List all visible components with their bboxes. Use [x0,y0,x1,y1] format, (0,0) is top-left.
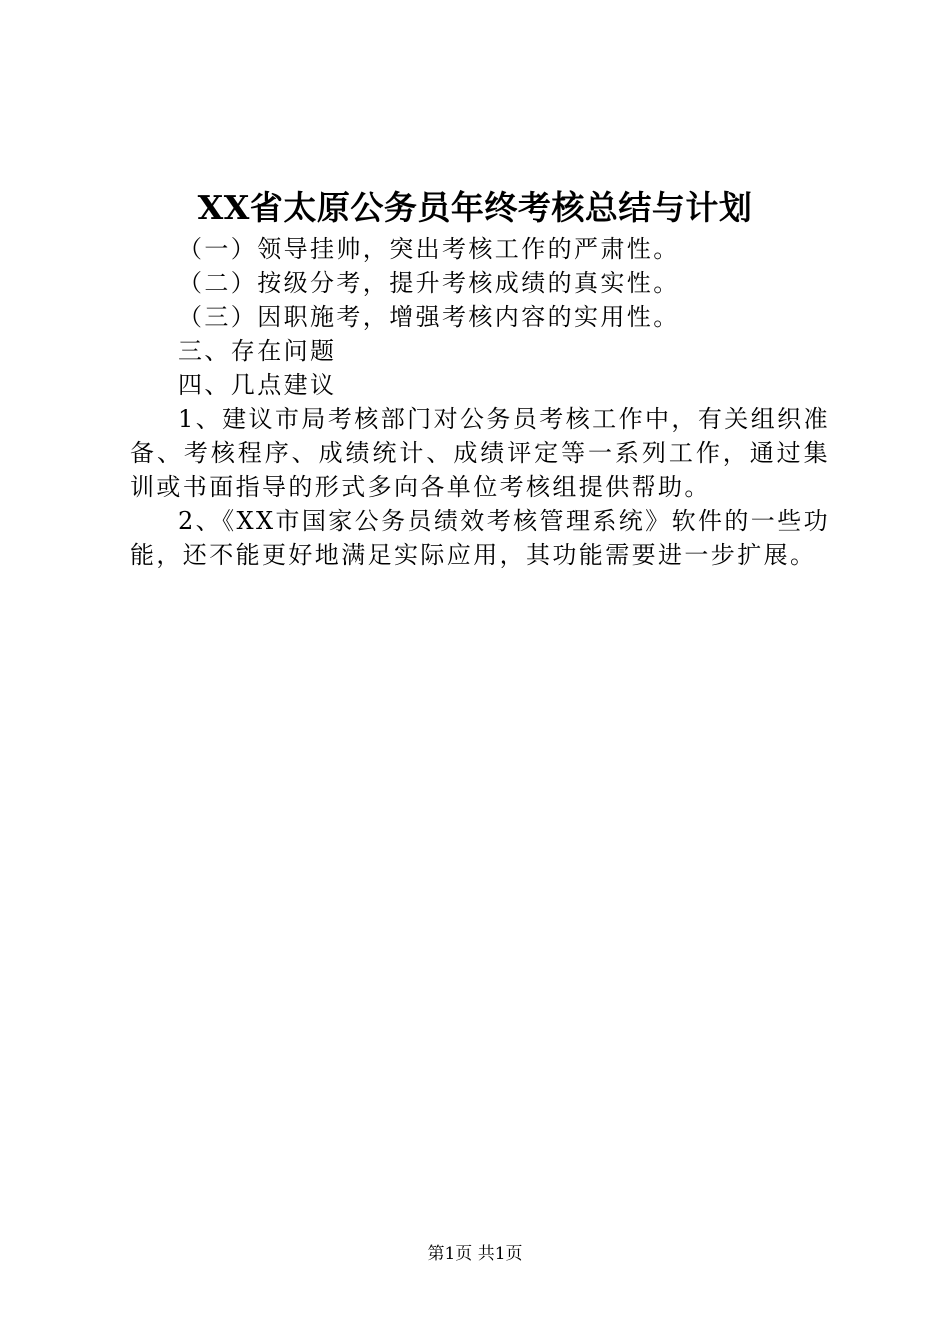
section-item-2: （二）按级分考，提升考核成绩的真实性。 [178,269,680,297]
suggestion-paragraph-1: 1、建议市局考核部门对公务员考核工作中，有关组织准备、考核程序、成绩统计、成绩评定等一系列工作，通过集训或书面指导的形式多向各单位考核组提供帮助。 [130,405,830,501]
document-body [130,232,830,572]
document-title: XX省太原公务员年终考核总结与计划 [197,188,753,227]
suggestion-paragraph-2: 2、《XX市国家公务员绩效考核管理系统》软件的一些功能，还不能更好地满足实际应用，其功能需要进一步扩展。 [130,507,830,569]
section-heading-problems: 三、存在问题 [178,337,337,365]
page-footer: 第1页 共1页 [427,1244,523,1264]
section-item-3: （三）因职施考，增强考核内容的实用性。 [178,303,680,331]
section-item-1: （一）领导挂帅，突出考核工作的严肃性。 [178,235,680,263]
section-heading-suggestions: 四、几点建议 [178,371,337,399]
